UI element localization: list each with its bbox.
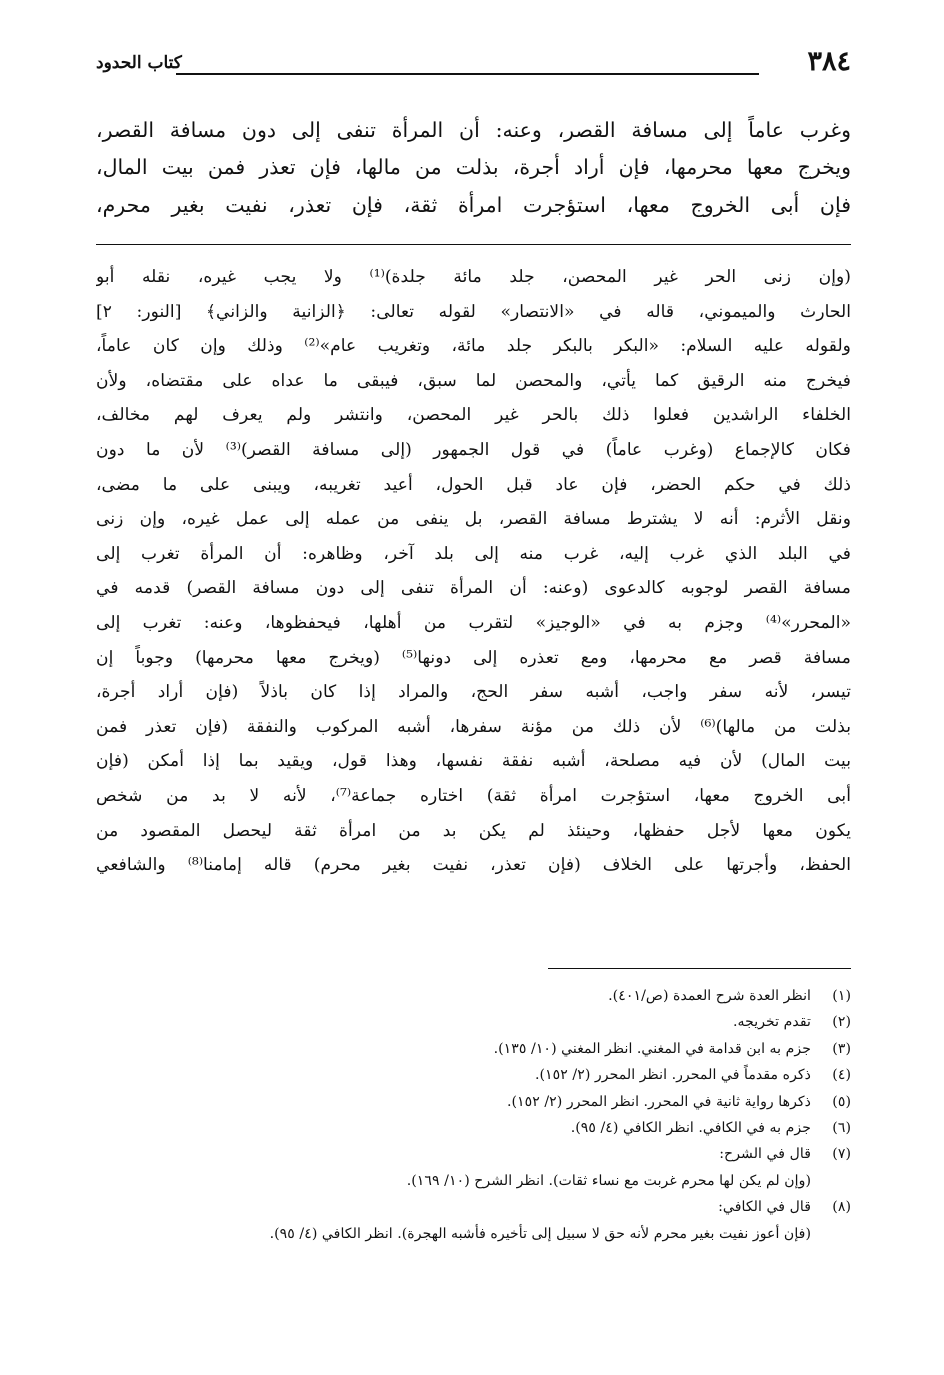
sharh-line: يكون معها لأجل حفظها، وحينئذ لم يكن بد من امرأة ثقة ليحصل المقصود من — [96, 820, 851, 841]
section-divider — [96, 244, 851, 245]
footnote-text: (وإن لم يكن لها محرم غربت مع نساء ثقات). انظر الشرح (١٠/ ١٦٩). — [406, 1172, 811, 1189]
footnote-number: (٤) — [832, 1067, 851, 1084]
sharh-line: في البلد الذي غرب إليه، غرب منه إلى بلد آخر، وظاهره: أن المرأة تغرب إلى — [96, 543, 851, 564]
footnotes — [96, 983, 851, 1247]
footnote-continuation — [96, 1168, 851, 1194]
sharh-line: بيت المال) لأن فيه مصلحة، أشبه نفقة نفسها، وهذا قول، ويقيد بما إذا أمكن (فإن — [96, 751, 851, 772]
matn-line: فإن أبى الخروج معها، استؤجرت امرأة ثقة، فإن تعذر، نفيت بغير محرم، — [96, 192, 851, 217]
footnote-number: (٦) — [832, 1119, 851, 1136]
sharh-text — [96, 260, 851, 883]
footnote-rule — [548, 968, 851, 969]
footnote — [96, 1009, 851, 1035]
footnote-text: ذكرها رواية ثانية في المحرر. انظر المحرر (٢/ ١٥٢). — [506, 1093, 811, 1110]
sharh-line: «المحرر»⁽⁴⁾ وجزم به في «الوجيز» لتقرب من أهلها، فيحفظوها، وعنه: تغرب إلى — [96, 612, 851, 633]
footnote-number — [811, 1221, 851, 1247]
sharh-line: تيسر، لأنه سفر واجب، أشبه سفر الحج، والمراد إذا كان باذلاً (فإن أراد أجرة، — [96, 682, 851, 703]
footnote-number — [811, 1168, 851, 1194]
sharh-line: بذلت من مالها)⁽⁶⁾ لأن ذلك من مؤنة سفرها، أشبه المركوب والنفقة (فإن تعذر فمن — [96, 716, 851, 737]
sharh-line: الخلفاء الراشدين فعلوا ذلك بالحر غير المحصن، وانتشر ولم يعرف لهم مخالف، — [96, 405, 851, 426]
footnote-text: جزم به ابن قدامة في المغني. انظر المغني (١٠/ ١٣٥). — [493, 1040, 811, 1057]
sharh-line: (وإن زنى الحر غير المحصن، جلد مائة جلدة)⁽¹⁾ ولا يجب غيره، نقله أبو — [96, 267, 851, 287]
footnote-text: تقدم تخريجه. — [732, 1014, 811, 1031]
sharh-line: أبى الخروج معها، استؤجرت امرأة ثقة) اختاره جماعة⁽⁷⁾، لأنه لا بد من شخص — [96, 785, 851, 806]
header-rule — [176, 73, 759, 75]
footnote-number: (١) — [832, 988, 851, 1004]
footnote-text: (فإن أعوز نفيت بغير محرم لأنه حق لا سبيل إلى تأخيره فأشبه الهجرة). انظر الكافي (٤/ ٩٥). — [269, 1225, 811, 1242]
footnote-text: ذكره مقدماً في المحرر. انظر المحرر (٢/ ١٥٢). — [535, 1067, 811, 1084]
footnote-text: قال في الشرح: — [719, 1146, 811, 1163]
footnote — [96, 1141, 851, 1167]
sharh-line: مسافة قصر مع محرمها، ومع تعذره إلى دونها⁽⁵⁾ (ويخرج معها محرمها) وجوباً إن — [96, 647, 851, 668]
matn-text — [96, 112, 851, 224]
matn-line: ويخرج معها محرمها، فإن أراد أجرة، بذلت من مالها، فإن تعذر فمن بيت المال، — [96, 155, 851, 180]
footnote — [96, 1115, 851, 1141]
footnote-number: (٥) — [832, 1093, 851, 1110]
sharh-line: الحارث والميموني، قاله في «الانتصار» لقوله تعالى: ﴿الزانية والزاني﴾ [النور: ٢] — [96, 301, 851, 322]
footnote — [96, 1062, 851, 1088]
sharh-line: ذلك في حكم الحضر، فإن عاد قبل الحول، أعيد تغريبه، ويبنى على ما مضى، — [96, 474, 851, 495]
page-header — [96, 44, 851, 80]
footnote-text: انظر العدة شرح العمدة (ص/٤٠١). — [608, 988, 811, 1004]
sharh-line: ولقوله عليه السلام: «البكر بالبكر جلد مائة، وتغريب عام»⁽²⁾ وذلك وإن كان عاماً، — [96, 336, 851, 357]
sharh-line: الحفظ، وأجرتها على الخلاف (فإن تعذر، نفيت بغير محرم) قاله إمامنا⁽⁸⁾ والشافعي — [96, 855, 851, 876]
matn-line: وغرب عاماً إلى مسافة القصر، وعنه: أن المرأة تنفى إلى دون مسافة القصر، — [96, 118, 851, 142]
footnote-text: جزم به في الكافي. انظر الكافي (٤/ ٩٥). — [570, 1119, 811, 1136]
footnote — [96, 1036, 851, 1062]
footnote-number: (٣) — [832, 1040, 851, 1057]
footnote-number: (٧) — [832, 1146, 851, 1163]
sharh-line: فيخرج منه الرقيق كما يأتي، والمحصن لما سبق، فيبقى ما عداه على مقتضاه، ولأن — [96, 370, 851, 391]
page-number: ٣٨٤ — [807, 46, 851, 77]
footnote-number: (٨) — [832, 1199, 851, 1216]
footnote-number: (٢) — [832, 1014, 851, 1031]
sharh-line: فكان كالإجماع (وغرب عاماً) في قول الجمهور (إلى مسافة القصر)⁽³⁾ لأن ما دون — [96, 439, 851, 460]
sharh-line: مسافة القصر لوجوبه كالدعوى (وعنه: أن المرأة تنفى إلى دون مسافة القصر) قدمه في — [96, 578, 851, 599]
sharh-line: ونقل الأثرم: أنه لا يشترط مسافة القصر، بل ينفى من عمله إلى عمل غيره، وإن زنى — [96, 509, 851, 530]
footnote-continuation — [96, 1221, 851, 1247]
footnote — [96, 1089, 851, 1115]
footnote-text: قال في الكافي: — [718, 1199, 811, 1216]
book-title: كتاب الحدود — [96, 53, 182, 73]
footnote — [96, 983, 851, 1009]
footnote — [96, 1194, 851, 1220]
